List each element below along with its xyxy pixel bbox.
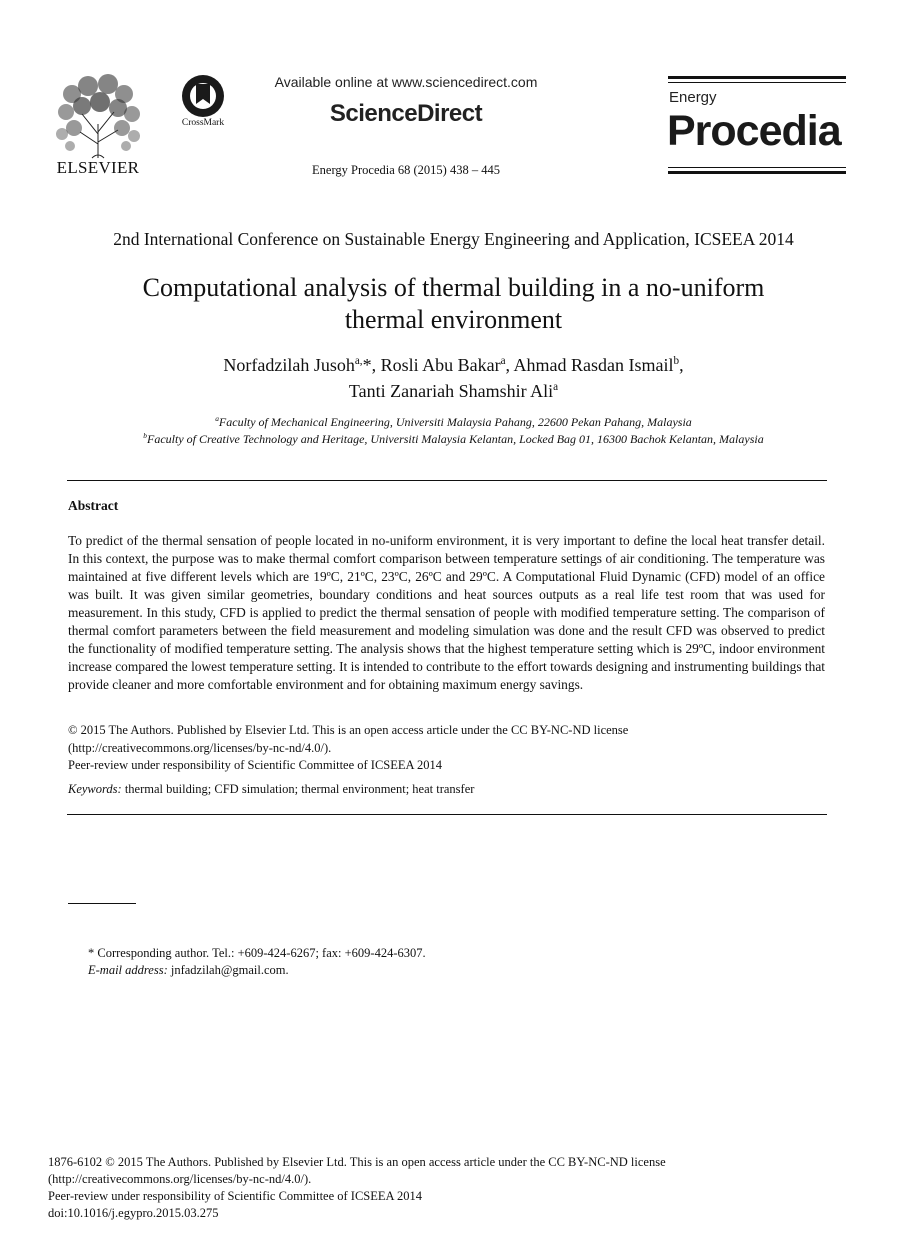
author-line-1 <box>80 352 827 378</box>
title-line-1: Computational analysis of thermal building in a no-uniform <box>142 273 765 302</box>
footer-license-link[interactable]: (http://creativecommons.org/licenses/by-nc-nd/4.0/). <box>48 1172 312 1186</box>
author-affil-mark: a <box>553 381 559 393</box>
affiliation-a <box>60 414 847 431</box>
corresponding-star: * <box>362 355 372 375</box>
conference-name: 2nd International Conference on Sustainable Energy Engineering and Application, ICSEEA 2014 <box>113 229 794 249</box>
author-name: , Ahmad Rasdan Ismail <box>505 355 674 375</box>
copyright-block <box>68 722 825 775</box>
footer-issn-line: 1876-6102 © 2015 The Authors. Published by Elsevier Ltd. This is an open access article under the CC BY-NC-ND license <box>48 1155 666 1169</box>
keywords-list: thermal building; CFD simulation; thermal environment; heat transfer <box>121 782 475 796</box>
abstract-text: To predict of the thermal sensation of people located in no-uniform environment, it is very important to define the local heat transfer detail. In this context, the purpose was to make thermal comfort comparison between temperature settings of air conditioning. The temperature was maintained at five different levels which are 19ºC, 21ºC, 23ºC, 26ºC and 29ºC. A Computational Fluid Dynamic (CFD) model of an office was built. It was given similar geometries, boundary conditions and heat sources outputs as a real life test room that was used for measurement. In this study, CFD is applied to predict the thermal sensation of people with modified temperature setting. The comparison of thermal comfort parameters between the field measurement and modeling simulation was done and the result CFD was observed to predict the functionality of modified temperature setting. The analysis shows that the highest temperature setting which is 29ºC, indoor environment increase compared the lowest temperature setting. It is intended to contribute to the effort towards designing and instrumenting buildings that provide cleaner and more comfortable environment and for obtaining maximum energy savings. <box>68 533 825 692</box>
author-name: Tanti Zanariah Shamshir Ali <box>348 381 554 401</box>
divider <box>67 480 827 481</box>
journal-logo-rule <box>668 82 846 83</box>
page-footer <box>48 1154 868 1222</box>
paper-title <box>80 272 827 336</box>
author-line-2 <box>80 378 827 404</box>
author-name: Norfadzilah Jusoh <box>223 355 355 375</box>
journal-logo-energy: Energy <box>669 89 717 106</box>
available-online-text[interactable]: Available online at www.sciencedirect.com <box>274 74 538 90</box>
author-affil-mark: a <box>500 355 506 367</box>
copyright-line: © 2015 The Authors. Published by Elsevier Ltd. This is an open access article under the CC BY-NC-ND license <box>68 723 629 737</box>
affil-text: Faculty of Mechanical Engineering, Universiti Malaysia Pahang, 22600 Pekan Pahang, Malaysia <box>218 415 692 429</box>
sciencedirect-logo[interactable]: ScienceDirect <box>329 100 483 127</box>
divider <box>67 814 827 815</box>
crossmark-label: CrossMark <box>181 118 225 128</box>
abstract-heading: Abstract <box>68 498 119 513</box>
keywords-label: Keywords: <box>68 782 122 796</box>
journal-logo-procedia: Procedia <box>667 107 841 155</box>
license-link[interactable]: (http://creativecommons.org/licenses/by-nc-nd/4.0/). <box>68 740 332 755</box>
footnote <box>88 945 426 979</box>
author-affil-mark: b <box>673 355 680 367</box>
corresponding-author: * Corresponding author. Tel.: +609-424-6267; fax: +609-424-6307. <box>88 946 426 960</box>
affiliation-b <box>60 431 847 448</box>
email-label: E-mail address: <box>88 963 168 977</box>
journal-reference: Energy Procedia 68 (2015) 438 – 445 <box>312 163 500 177</box>
email-address[interactable]: jnfadzilah@gmail.com. <box>167 963 289 977</box>
footer-doi[interactable]: doi:10.1016/j.egypro.2015.03.275 <box>48 1206 219 1220</box>
journal-logo-rule <box>668 167 846 168</box>
affil-text: Faculty of Creative Technology and Heritage, Universiti Malaysia Kelantan, Locked Bag 01, 16300 Bachok Kelantan, Malaysia <box>147 432 764 446</box>
journal-logo-rule <box>668 171 846 174</box>
author-affil-mark: a, <box>354 355 363 367</box>
keywords <box>68 782 825 797</box>
author-name: , Rosli Abu Bakar <box>371 355 501 375</box>
footer-peer-review: Peer-review under responsibility of Scientific Committee of ICSEEA 2014 <box>48 1189 422 1203</box>
elsevier-wordmark: ELSEVIER <box>56 158 140 177</box>
affiliations <box>60 414 847 448</box>
affil-mark: a <box>215 414 219 423</box>
author-list <box>80 352 827 404</box>
author-separator: , <box>679 355 684 375</box>
affil-mark: b <box>143 431 148 440</box>
footnote-rule <box>68 903 136 904</box>
peer-review-line: Peer-review under responsibility of Scientific Committee of ICSEEA 2014 <box>68 758 442 772</box>
email-line <box>88 962 426 979</box>
title-line-2: thermal environment <box>344 305 563 334</box>
journal-logo-rule <box>668 76 846 79</box>
